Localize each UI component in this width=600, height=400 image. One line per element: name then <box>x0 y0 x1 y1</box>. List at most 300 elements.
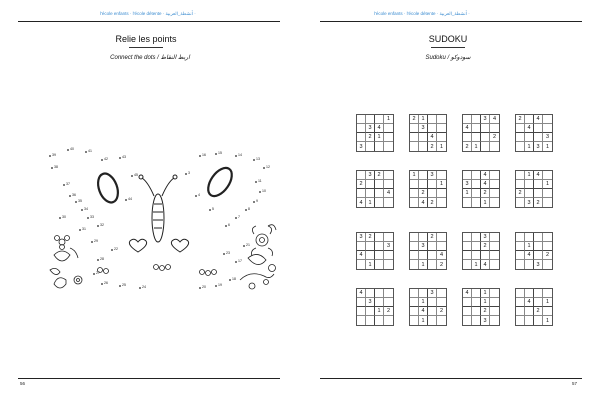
sudoku-cell[interactable] <box>490 124 499 133</box>
sudoku-cell[interactable] <box>463 115 472 124</box>
svg-text:23: 23 <box>226 251 230 255</box>
sudoku-cell[interactable] <box>410 260 419 269</box>
sudoku-cell[interactable] <box>410 242 419 251</box>
sudoku-cell[interactable] <box>472 307 481 316</box>
sudoku-cell[interactable]: 2 <box>481 242 490 251</box>
sudoku-cell[interactable] <box>516 233 525 242</box>
sudoku-cell[interactable] <box>384 133 393 142</box>
sudoku-cell[interactable] <box>366 142 375 151</box>
svg-text:3: 3 <box>188 171 190 175</box>
sudoku-cell[interactable] <box>410 189 419 198</box>
sudoku-cell[interactable]: 1 <box>543 180 552 189</box>
sudoku-cell[interactable] <box>366 115 375 124</box>
sudoku-cell[interactable]: 1 <box>366 198 375 207</box>
svg-text:31: 31 <box>82 227 86 231</box>
svg-text:4: 4 <box>198 193 200 197</box>
sudoku-cell[interactable] <box>525 233 534 242</box>
svg-text:21: 21 <box>246 243 250 247</box>
svg-text:36: 36 <box>72 193 76 197</box>
sudoku-grid <box>462 170 500 208</box>
sudoku-cell[interactable] <box>410 233 419 242</box>
sudoku-cell[interactable]: 2 <box>463 142 472 151</box>
svg-text:27: 27 <box>96 271 100 275</box>
sudoku-cell[interactable] <box>357 242 366 251</box>
sudoku-cell[interactable] <box>481 251 490 260</box>
sudoku-cell[interactable] <box>410 133 419 142</box>
sudoku-cell[interactable] <box>525 115 534 124</box>
sudoku-cell[interactable]: 4 <box>419 198 428 207</box>
sudoku-cell[interactable] <box>490 289 499 298</box>
sudoku-cell[interactable]: 3 <box>428 289 437 298</box>
sudoku-cell[interactable] <box>525 133 534 142</box>
sudoku-cell[interactable] <box>472 316 481 325</box>
sudoku-cell[interactable] <box>534 289 543 298</box>
sudoku-cell[interactable] <box>384 171 393 180</box>
sudoku-cell[interactable] <box>534 189 543 198</box>
sudoku-cell[interactable] <box>419 289 428 298</box>
sudoku-cell[interactable]: 1 <box>384 115 393 124</box>
sudoku-cell[interactable]: 4 <box>428 133 437 142</box>
sudoku-cell[interactable] <box>366 180 375 189</box>
sudoku-cell[interactable] <box>516 298 525 307</box>
sudoku-cell[interactable] <box>525 189 534 198</box>
sudoku-cell[interactable] <box>534 233 543 242</box>
sudoku-cell[interactable]: 3 <box>481 115 490 124</box>
sudoku-cell[interactable] <box>490 233 499 242</box>
sudoku-cell[interactable]: 3 <box>534 260 543 269</box>
sudoku-cell[interactable] <box>525 180 534 189</box>
sudoku-grid <box>356 114 394 152</box>
running-head: l'école enfants · l'école détente · أنشطة_العربية · <box>374 11 470 16</box>
sudoku-cell[interactable] <box>375 260 384 269</box>
sudoku-cell[interactable]: 1 <box>472 260 481 269</box>
sudoku-cell[interactable]: 2 <box>516 189 525 198</box>
sudoku-cell[interactable] <box>366 242 375 251</box>
sudoku-cell[interactable] <box>472 251 481 260</box>
sudoku-cell[interactable] <box>516 198 525 207</box>
sudoku-cell[interactable] <box>463 133 472 142</box>
sudoku-cell[interactable] <box>428 124 437 133</box>
flower-decor-left <box>50 236 82 289</box>
butterfly-dot-to-dot-illustration <box>40 130 280 300</box>
sudoku-cell[interactable] <box>428 242 437 251</box>
flower-decor-right <box>240 225 276 289</box>
sudoku-cell[interactable] <box>357 171 366 180</box>
sudoku-cell[interactable] <box>525 289 534 298</box>
sudoku-cell[interactable]: 4 <box>525 251 534 260</box>
svg-text:6: 6 <box>228 223 230 227</box>
sudoku-cell[interactable] <box>490 251 499 260</box>
sudoku-cell[interactable]: 2 <box>437 307 446 316</box>
sudoku-cell[interactable] <box>375 233 384 242</box>
sudoku-grid <box>356 232 394 270</box>
sudoku-cell[interactable] <box>516 180 525 189</box>
sudoku-cell[interactable]: 2 <box>357 180 366 189</box>
sudoku-cell[interactable]: 1 <box>366 260 375 269</box>
sudoku-cell[interactable] <box>534 133 543 142</box>
sudoku-cell[interactable]: 1 <box>375 307 384 316</box>
sudoku-cell[interactable] <box>481 142 490 151</box>
sudoku-cell[interactable] <box>384 289 393 298</box>
sudoku-grid <box>462 114 500 152</box>
sudoku-cell[interactable] <box>375 189 384 198</box>
sudoku-cell[interactable] <box>410 142 419 151</box>
sudoku-cell[interactable] <box>516 171 525 180</box>
sudoku-cell[interactable] <box>428 180 437 189</box>
sudoku-cell[interactable] <box>410 251 419 260</box>
sudoku-cell[interactable] <box>375 242 384 251</box>
sudoku-cell[interactable]: 2 <box>534 198 543 207</box>
page-subtitle: Sudoku / سودوكو <box>425 55 471 61</box>
sudoku-cell[interactable] <box>357 260 366 269</box>
sudoku-cell[interactable]: 2 <box>366 133 375 142</box>
sudoku-cell[interactable]: 1 <box>419 115 428 124</box>
sudoku-cell[interactable] <box>490 142 499 151</box>
sudoku-cell[interactable]: 2 <box>428 198 437 207</box>
sudoku-cell[interactable] <box>490 198 499 207</box>
sudoku-cell[interactable]: 2 <box>419 189 428 198</box>
sudoku-cell[interactable] <box>463 242 472 251</box>
page-number: 57 <box>572 381 578 386</box>
sudoku-cell[interactable] <box>516 133 525 142</box>
sudoku-cell[interactable] <box>472 198 481 207</box>
sudoku-cell[interactable] <box>490 242 499 251</box>
svg-text:8: 8 <box>248 207 250 211</box>
sudoku-cell[interactable] <box>516 289 525 298</box>
svg-text:9: 9 <box>256 199 258 203</box>
sudoku-cell[interactable]: 4 <box>384 189 393 198</box>
sudoku-cell[interactable]: 2 <box>428 233 437 242</box>
title-underline <box>129 47 163 48</box>
sudoku-cell[interactable]: 4 <box>375 124 384 133</box>
sudoku-cell[interactable] <box>472 298 481 307</box>
sudoku-cell[interactable] <box>366 289 375 298</box>
sudoku-grid <box>356 288 394 326</box>
sudoku-cell[interactable]: 1 <box>525 142 534 151</box>
sudoku-cell[interactable]: 4 <box>481 260 490 269</box>
sudoku-cell[interactable] <box>437 242 446 251</box>
sudoku-cell[interactable]: 2 <box>481 307 490 316</box>
svg-text:29: 29 <box>94 239 98 243</box>
sudoku-cell[interactable] <box>384 298 393 307</box>
sudoku-cell[interactable]: 1 <box>419 298 428 307</box>
sudoku-cell[interactable] <box>516 251 525 260</box>
sudoku-cell[interactable]: 3 <box>534 142 543 151</box>
sudoku-cell[interactable] <box>463 198 472 207</box>
svg-text:18: 18 <box>232 277 236 281</box>
sudoku-cell[interactable] <box>543 307 552 316</box>
sudoku-cell[interactable] <box>472 133 481 142</box>
sudoku-cell[interactable] <box>410 316 419 325</box>
sudoku-cell[interactable]: 4 <box>525 124 534 133</box>
svg-text:19: 19 <box>218 283 222 287</box>
sudoku-cell[interactable] <box>534 242 543 251</box>
sudoku-cell[interactable] <box>428 298 437 307</box>
sudoku-grid <box>409 288 447 326</box>
sudoku-cell[interactable] <box>437 316 446 325</box>
sudoku-cell[interactable] <box>419 171 428 180</box>
sudoku-cell[interactable] <box>384 251 393 260</box>
page-number: 56 <box>20 381 26 386</box>
sudoku-cell[interactable] <box>410 298 419 307</box>
sudoku-cell[interactable]: 4 <box>534 171 543 180</box>
sudoku-cell[interactable] <box>463 251 472 260</box>
sudoku-cell[interactable] <box>472 124 481 133</box>
sudoku-cell[interactable]: 3 <box>384 242 393 251</box>
sudoku-cell[interactable] <box>516 242 525 251</box>
svg-text:11: 11 <box>258 179 262 183</box>
sudoku-cell[interactable]: 4 <box>463 289 472 298</box>
sudoku-cell[interactable] <box>384 180 393 189</box>
top-rule <box>18 21 280 22</box>
sudoku-cell[interactable] <box>543 171 552 180</box>
sudoku-cell[interactable] <box>463 316 472 325</box>
sudoku-cell[interactable] <box>490 298 499 307</box>
sudoku-cell[interactable] <box>357 307 366 316</box>
sudoku-cell[interactable] <box>419 180 428 189</box>
sudoku-cell[interactable]: 1 <box>375 133 384 142</box>
sudoku-cell[interactable] <box>375 289 384 298</box>
sudoku-cell[interactable] <box>384 316 393 325</box>
svg-text:15: 15 <box>218 151 222 155</box>
sudoku-cell[interactable] <box>375 316 384 325</box>
sudoku-cell[interactable]: 1 <box>525 171 534 180</box>
sudoku-cell[interactable] <box>410 307 419 316</box>
sudoku-cell[interactable] <box>516 260 525 269</box>
sudoku-cell[interactable] <box>375 115 384 124</box>
sudoku-cell[interactable] <box>490 180 499 189</box>
sudoku-cell[interactable]: 3 <box>357 233 366 242</box>
sudoku-cell[interactable] <box>543 189 552 198</box>
sudoku-cell[interactable] <box>437 133 446 142</box>
sudoku-cell[interactable]: 3 <box>481 316 490 325</box>
sudoku-cell[interactable] <box>543 289 552 298</box>
sudoku-cell[interactable] <box>437 115 446 124</box>
sudoku-cell[interactable] <box>543 233 552 242</box>
sudoku-cell[interactable]: 3 <box>419 242 428 251</box>
sudoku-cell[interactable] <box>357 298 366 307</box>
sudoku-cell[interactable]: 1 <box>472 142 481 151</box>
sudoku-cell[interactable]: 1 <box>437 180 446 189</box>
sudoku-cell[interactable] <box>437 171 446 180</box>
sudoku-cell[interactable] <box>428 307 437 316</box>
sudoku-cell[interactable]: 1 <box>481 298 490 307</box>
sudoku-cell[interactable]: 4 <box>481 180 490 189</box>
sudoku-cell[interactable] <box>357 133 366 142</box>
sudoku-cell[interactable]: 1 <box>419 316 428 325</box>
sudoku-cell[interactable] <box>481 124 490 133</box>
small-circles <box>98 265 217 276</box>
sudoku-cell[interactable]: 4 <box>357 251 366 260</box>
sudoku-cell[interactable] <box>516 316 525 325</box>
svg-text:7: 7 <box>238 215 240 219</box>
sudoku-cell[interactable] <box>516 142 525 151</box>
sudoku-cell[interactable] <box>543 198 552 207</box>
sudoku-cell[interactable] <box>437 233 446 242</box>
sudoku-cell[interactable]: 4 <box>357 198 366 207</box>
sudoku-cell[interactable]: 3 <box>525 198 534 207</box>
sudoku-cell[interactable] <box>437 289 446 298</box>
sudoku-cell[interactable] <box>375 251 384 260</box>
sudoku-cell[interactable]: 2 <box>543 251 552 260</box>
butterfly-body <box>139 175 177 242</box>
sudoku-cell[interactable] <box>543 242 552 251</box>
sudoku-cell[interactable] <box>384 233 393 242</box>
sudoku-cell[interactable]: 1 <box>410 171 419 180</box>
sudoku-cell[interactable] <box>419 133 428 142</box>
sudoku-cell[interactable] <box>357 124 366 133</box>
running-head: l'école enfants · l'école détente · أنشطة_العربية · <box>100 11 196 16</box>
sudoku-cell[interactable] <box>366 316 375 325</box>
sudoku-cell[interactable]: 2 <box>428 142 437 151</box>
sudoku-cell[interactable]: 1 <box>419 260 428 269</box>
sudoku-cell[interactable]: 4 <box>463 124 472 133</box>
sudoku-cell[interactable] <box>357 316 366 325</box>
sudoku-cell[interactable] <box>543 124 552 133</box>
svg-text:24: 24 <box>142 285 146 289</box>
sudoku-cell[interactable] <box>490 171 499 180</box>
sudoku-cell[interactable] <box>490 307 499 316</box>
sudoku-cell[interactable]: 2 <box>490 133 499 142</box>
sudoku-cell[interactable] <box>516 307 525 316</box>
sudoku-cell[interactable] <box>357 115 366 124</box>
sudoku-cell[interactable] <box>481 133 490 142</box>
sudoku-cell[interactable]: 4 <box>534 115 543 124</box>
sudoku-cell[interactable]: 4 <box>481 171 490 180</box>
sudoku-cell[interactable] <box>437 189 446 198</box>
sudoku-cell[interactable]: 1 <box>481 198 490 207</box>
sudoku-cell[interactable]: 3 <box>366 171 375 180</box>
sudoku-cell[interactable]: 2 <box>516 115 525 124</box>
sudoku-cell[interactable] <box>375 180 384 189</box>
sudoku-cell[interactable] <box>534 316 543 325</box>
sudoku-cell[interactable] <box>366 251 375 260</box>
sudoku-cell[interactable] <box>472 289 481 298</box>
sudoku-cell[interactable]: 3 <box>463 180 472 189</box>
sudoku-cell[interactable] <box>463 298 472 307</box>
sudoku-cell[interactable] <box>419 142 428 151</box>
svg-text:32: 32 <box>100 223 104 227</box>
sudoku-cell[interactable]: 4 <box>357 289 366 298</box>
sudoku-cell[interactable] <box>490 189 499 198</box>
sudoku-cell[interactable]: 3 <box>366 298 375 307</box>
sudoku-cell[interactable] <box>543 115 552 124</box>
sudoku-cell[interactable] <box>490 316 499 325</box>
sudoku-cell[interactable] <box>357 189 366 198</box>
sudoku-cell[interactable] <box>375 142 384 151</box>
sudoku-cell[interactable]: 1 <box>543 298 552 307</box>
sudoku-grid <box>462 288 500 326</box>
sudoku-cell[interactable] <box>410 124 419 133</box>
sudoku-cell[interactable]: 4 <box>525 298 534 307</box>
sudoku-cell[interactable] <box>384 124 393 133</box>
sudoku-cell[interactable] <box>534 298 543 307</box>
sudoku-cell[interactable]: 2 <box>481 189 490 198</box>
sudoku-cell[interactable] <box>463 260 472 269</box>
sudoku-cell[interactable] <box>428 316 437 325</box>
sudoku-cell[interactable]: 1 <box>463 189 472 198</box>
sudoku-cell[interactable] <box>463 233 472 242</box>
sudoku-cell[interactable]: 4 <box>490 115 499 124</box>
sudoku-cell[interactable]: 2 <box>439 261 444 268</box>
sudoku-grid <box>515 170 553 208</box>
sudoku-cell[interactable]: 1 <box>439 143 444 150</box>
sudoku-cell[interactable]: 3 <box>419 124 428 133</box>
sudoku-cell[interactable] <box>437 124 446 133</box>
sudoku-cell[interactable]: 4 <box>437 251 446 260</box>
sudoku-cell[interactable] <box>375 298 384 307</box>
sudoku-cell[interactable] <box>534 180 543 189</box>
sudoku-cell[interactable]: 1 <box>545 317 550 324</box>
sudoku-cell[interactable]: 2 <box>366 233 375 242</box>
sudoku-cell[interactable] <box>472 115 481 124</box>
sudoku-cell[interactable] <box>525 316 534 325</box>
sudoku-cell[interactable] <box>375 198 384 207</box>
sudoku-cell[interactable] <box>543 260 552 269</box>
sudoku-cell[interactable] <box>419 233 428 242</box>
svg-text:35: 35 <box>78 199 82 203</box>
sudoku-cell[interactable] <box>384 260 393 269</box>
sudoku-cell[interactable] <box>428 251 437 260</box>
sudoku-cell[interactable] <box>410 180 419 189</box>
sudoku-cell[interactable] <box>472 189 481 198</box>
sudoku-cell[interactable]: 3 <box>366 124 375 133</box>
sudoku-cell[interactable]: 2 <box>534 307 543 316</box>
sudoku-cell[interactable] <box>490 260 499 269</box>
sudoku-cell[interactable] <box>525 260 534 269</box>
sudoku-cell[interactable] <box>384 198 393 207</box>
sudoku-cell[interactable] <box>437 198 446 207</box>
page-subtitle: Connect the dots / اربط النقاط <box>110 55 190 61</box>
sudoku-cell[interactable] <box>472 171 481 180</box>
sudoku-cell[interactable] <box>472 180 481 189</box>
right-page <box>300 0 600 400</box>
sudoku-cell[interactable]: 1 <box>525 242 534 251</box>
sudoku-cell[interactable]: 3 <box>481 233 490 242</box>
sudoku-cell[interactable] <box>419 251 428 260</box>
svg-text:25: 25 <box>122 283 126 287</box>
sudoku-cell[interactable] <box>525 307 534 316</box>
sudoku-grid <box>515 232 553 270</box>
sudoku-cell[interactable] <box>516 124 525 133</box>
sudoku-cell[interactable]: 1 <box>481 289 490 298</box>
sudoku-cell[interactable]: 2 <box>384 307 393 316</box>
sudoku-cell[interactable] <box>410 198 419 207</box>
sudoku-cell[interactable]: 3 <box>543 133 552 142</box>
sudoku-cell[interactable]: 3 <box>428 171 437 180</box>
sudoku-cell[interactable]: 2 <box>375 171 384 180</box>
sudoku-cell[interactable] <box>472 233 481 242</box>
sudoku-cell[interactable] <box>472 242 481 251</box>
sudoku-cell[interactable] <box>463 171 472 180</box>
sudoku-cell[interactable] <box>384 142 393 151</box>
sudoku-cell[interactable]: 4 <box>419 307 428 316</box>
sudoku-cell[interactable] <box>428 189 437 198</box>
sudoku-cell[interactable]: 3 <box>357 142 366 151</box>
sudoku-cell[interactable] <box>366 189 375 198</box>
sudoku-cell[interactable] <box>410 289 419 298</box>
sudoku-cell[interactable] <box>437 298 446 307</box>
sudoku-cell[interactable] <box>428 260 437 269</box>
svg-text:17: 17 <box>238 259 242 263</box>
sudoku-cell[interactable]: 1 <box>545 143 550 150</box>
sudoku-cell[interactable] <box>463 307 472 316</box>
sudoku-cell[interactable] <box>534 124 543 133</box>
sudoku-cell[interactable] <box>428 115 437 124</box>
sudoku-cell[interactable]: 2 <box>410 115 419 124</box>
sudoku-cell[interactable] <box>366 307 375 316</box>
sudoku-cell[interactable] <box>534 251 543 260</box>
